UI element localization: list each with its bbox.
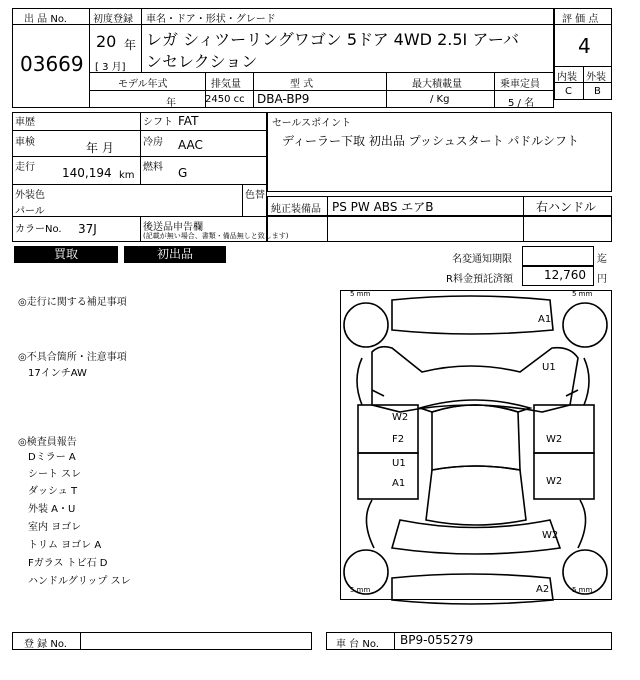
name-change-deadline-field — [522, 246, 594, 266]
type-label: 型 式 — [290, 79, 314, 90]
blank-row-box — [267, 216, 612, 242]
car-name-label: 車名・ドア・形状・グレード — [146, 14, 276, 25]
capacity-label: 乗車定員 — [500, 79, 540, 90]
chassis-number-label: 車 台 No. — [336, 639, 379, 650]
sales-point-label: セールスポイント — [272, 118, 352, 129]
driving-notes-label: ◎走行に関する補足事項 — [18, 297, 127, 308]
equipment: PS PW ABS エアB — [332, 200, 434, 214]
inspector-item: トリム ヨゴレ A — [28, 540, 102, 551]
score-label: 評 価 点 — [562, 14, 599, 25]
name-change-deadline-label: 名変通知期限 — [452, 254, 512, 265]
inspector-item: ハンドルグリップ スレ — [28, 576, 131, 587]
inspector-item: シート スレ — [28, 469, 82, 480]
fuel-label: 燃料 — [143, 162, 163, 173]
inspector-item: 外装 A・U — [28, 504, 76, 515]
first-registration-label: 初度登録 — [93, 14, 133, 25]
damage-mark: A2 — [536, 584, 550, 595]
score: 4 — [578, 34, 591, 58]
tire-depth-label: 5 mm — [572, 586, 593, 594]
tire-depth-label: 5 mm — [350, 586, 371, 594]
car-diagram-box — [340, 290, 612, 600]
chassis-number: BP9-055279 — [400, 633, 474, 647]
capacity: 5 / 名 — [508, 98, 535, 109]
shift: FAT — [178, 114, 199, 128]
damage-mark: W2 — [546, 434, 563, 445]
color-number: 37J — [78, 222, 97, 236]
inspector-report-label: ◎検査員報告 — [18, 437, 77, 448]
recycle-fee: 12,760 — [544, 268, 586, 282]
tire-depth-label: 5 mm — [350, 290, 371, 298]
inspector-item: Dミラー A — [28, 452, 76, 463]
defects-label: ◎不具合箇所・注意事項 — [18, 352, 127, 363]
shaken-label: 車検 — [15, 137, 35, 148]
color-number-label: カラーNo. — [15, 224, 62, 235]
model-year-label: モデル年式 — [118, 79, 168, 90]
interior-label: 内装 — [557, 72, 577, 83]
ac: AAC — [178, 138, 203, 152]
damage-mark: U1 — [392, 458, 406, 469]
damage-mark: W2 — [542, 530, 559, 541]
exterior-label: 外装 — [586, 72, 606, 83]
ac-label: 冷房 — [143, 137, 163, 148]
damage-mark: A1 — [538, 314, 552, 325]
fuel: G — [178, 166, 188, 180]
tire-depth-label: 5 mm — [572, 290, 593, 298]
inspector-item: ダッシュ T — [28, 486, 78, 497]
lot-number-label: 出 品 No. — [24, 14, 67, 25]
car-name-line1: レガ シィツーリングワゴン 5ドア 4WD 2.5I アーバ — [146, 30, 520, 49]
mileage-label: 走行 — [15, 162, 35, 173]
sales-point-text: ディーラー下取 初出品 プッシュスタート パドルシフト — [282, 134, 579, 148]
displacement-label: 排気量 — [211, 79, 241, 90]
inspector-item: 室内 ヨゴレ — [28, 522, 82, 533]
registration-number-label: 登 録 No. — [24, 639, 67, 650]
exterior-color-label: 外装色 — [15, 190, 45, 201]
inspector-item: Fガラス トビ石 D — [28, 558, 108, 569]
shift-label: シフト — [143, 117, 173, 128]
exterior-grade: B — [594, 86, 601, 97]
steering-side: 右ハンドル — [536, 200, 597, 214]
recycle-fee-label: R料金預託済額 — [446, 274, 513, 285]
damage-mark: W2 — [546, 476, 563, 487]
repaint-label: 色替 — [245, 190, 265, 201]
interior-grade: C — [565, 86, 572, 97]
model-year-unit: 年 — [166, 98, 176, 109]
badge-buyout: 買取 — [14, 246, 118, 263]
first-registration-month: [ 3 月] — [95, 62, 126, 73]
max-load: / Kg — [430, 94, 450, 105]
damage-mark: A1 — [392, 478, 406, 489]
equipment-label: 純正装備品 — [271, 204, 321, 215]
damage-mark: W2 — [392, 412, 409, 423]
deadline-unit: 迄 — [597, 254, 607, 265]
documents-note: (記載が無い場合、書類・備品無しと致します) — [143, 232, 289, 240]
shaken-value: 年 月 — [86, 141, 114, 155]
car-name-line2: ンセレクション — [146, 52, 258, 71]
year-unit: 年 — [124, 38, 137, 52]
mileage-unit: km — [119, 170, 135, 181]
exterior-color: パール — [15, 206, 45, 217]
defect-item: 17インチAW — [28, 368, 87, 379]
damage-mark: U1 — [542, 362, 556, 373]
damage-mark: F2 — [392, 434, 405, 445]
documents-label: 後送品申告欄 — [143, 222, 203, 233]
max-load-label: 最大積載量 — [412, 79, 462, 90]
first-registration-year: 20 — [96, 32, 117, 51]
history-label: 車歴 — [15, 117, 35, 128]
badge-first-listing: 初出品 — [124, 246, 226, 263]
mileage: 140,194 — [62, 166, 112, 180]
recycle-fee-unit: 円 — [597, 274, 607, 285]
model-type: DBA-BP9 — [257, 92, 310, 106]
lot-number: 03669 — [20, 52, 84, 76]
displacement: 2450 cc — [205, 94, 245, 105]
